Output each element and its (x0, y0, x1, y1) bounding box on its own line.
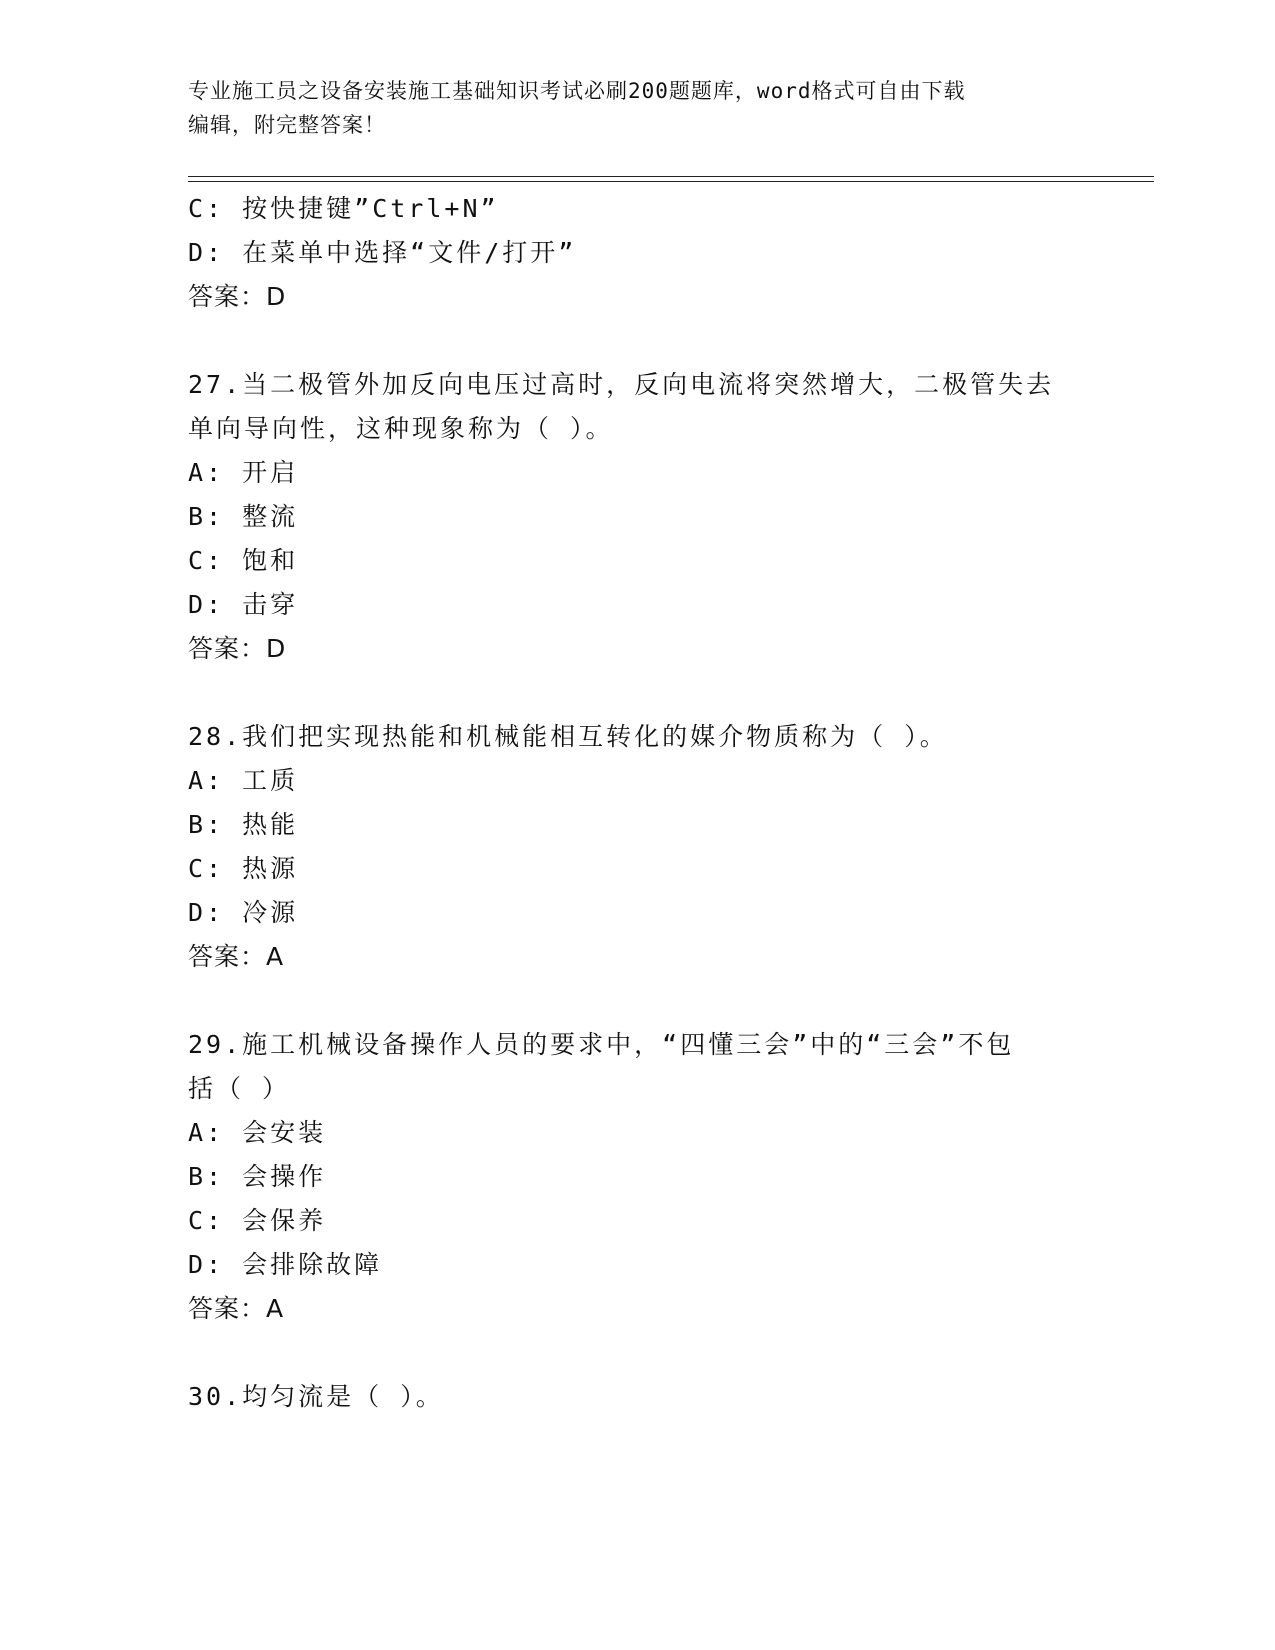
header-divider-bottom (188, 181, 1154, 182)
q26-answer: 答案：D (188, 282, 287, 311)
q29-option-b: B: 会操作 (188, 1162, 327, 1191)
document-header (188, 74, 1068, 142)
header-line-2: 编辑，附完整答案！ (188, 113, 386, 137)
q28-option-b: B: 热能 (188, 810, 299, 839)
q27-option-d: D: 击穿 (188, 590, 299, 619)
q26-option-d: D: 在菜单中选择“文件/打开” (188, 238, 577, 267)
q30-stem-line-1: 30.均匀流是（ ）。 (188, 1382, 444, 1411)
q28-answer: 答案：A (188, 942, 285, 971)
q27-answer: 答案：D (188, 634, 287, 663)
q26-option-c: C: 按快捷键”Ctrl+N” (188, 194, 499, 223)
q28-option-d: D: 冷源 (188, 898, 299, 927)
q27-option-a: A: 开启 (188, 458, 299, 487)
header-line-1: 专业施工员之设备安装施工基础知识考试必刷200题题库，word格式可自由下载 (188, 79, 966, 103)
q27-option-b: B: 整流 (188, 502, 299, 531)
q27-stem-line-1: 27.当二极管外加反向电压过高时，反向电流将突然增大，二极管失去 (188, 370, 1055, 399)
q29-stem-line-2: 括（ ） (188, 1074, 291, 1103)
q28-option-a: A: 工质 (188, 766, 299, 795)
q28-option-c: C: 热源 (188, 854, 299, 883)
q28-stem-line-1: 28.我们把实现热能和机械能相互转化的媒介物质称为（ ）。 (188, 722, 948, 751)
header-divider-top (188, 176, 1154, 177)
q27-stem-line-2: 单向导向性，这种现象称为（ ）。 (188, 414, 614, 443)
q29-stem-line-1: 29.施工机械设备操作人员的要求中，“四懂三会”中的“三会”不包 (188, 1030, 1015, 1059)
q29-option-c: C: 会保养 (188, 1206, 327, 1235)
q29-answer: 答案：A (188, 1294, 285, 1323)
q29-option-a: A: 会安装 (188, 1118, 327, 1147)
q29-option-d: D: 会排除故障 (188, 1250, 383, 1279)
q27-option-c: C: 饱和 (188, 546, 299, 575)
